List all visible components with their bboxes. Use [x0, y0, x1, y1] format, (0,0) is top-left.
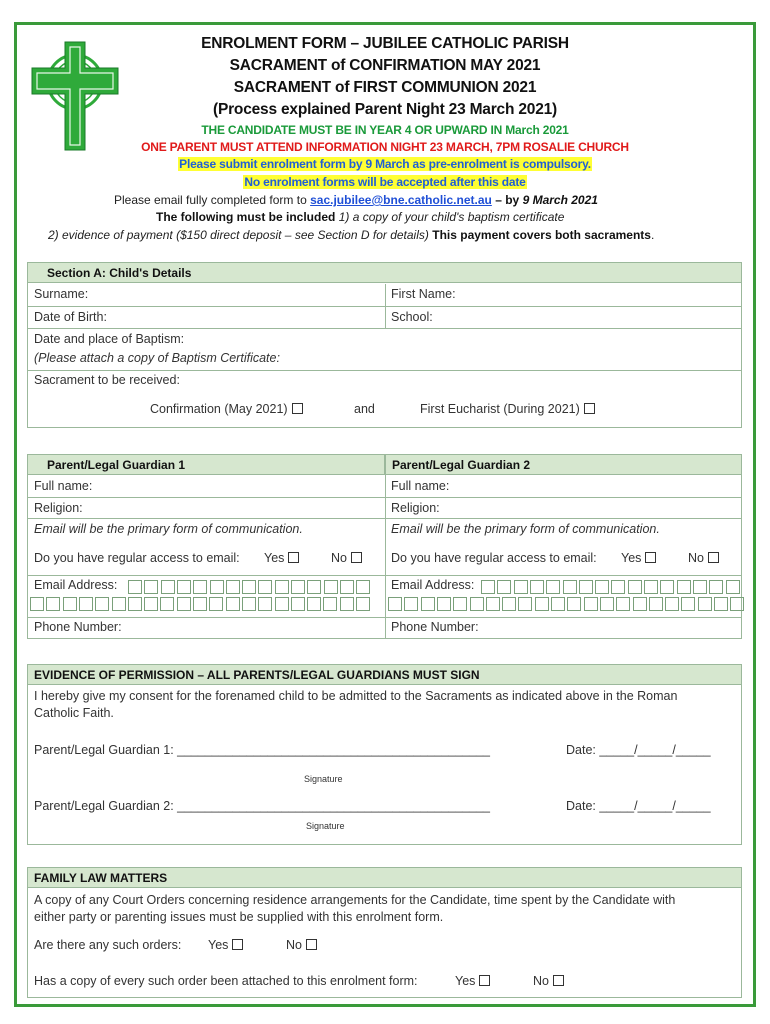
email-char-cell[interactable]	[730, 597, 744, 611]
g2-religion-label[interactable]: Religion:	[391, 501, 440, 515]
baptism-label[interactable]: Date and place of Baptism:	[34, 332, 185, 346]
g1-no-checkbox[interactable]	[351, 552, 362, 563]
year-requirement: THE CANDIDATE MUST BE IN YEAR 4 OR UPWARD IN March 2021	[201, 123, 569, 137]
email-char-cell[interactable]	[497, 580, 511, 594]
sacrament-label: Sacrament to be received:	[34, 373, 180, 387]
email-char-cell[interactable]	[546, 580, 560, 594]
g1-signature-line[interactable]: Parent/Legal Guardian 1: _____________________________________________	[34, 743, 490, 757]
email-char-cell[interactable]	[649, 597, 663, 611]
g1-yes-option[interactable]: Yes	[264, 551, 299, 565]
payment-instruction: 2) evidence of payment ($150 direct deposit – see Section D for details) This payment covers both sacraments.	[48, 228, 655, 242]
email-char-cell[interactable]	[340, 580, 354, 594]
email-char-cell[interactable]	[693, 580, 707, 594]
celtic-cross-icon	[28, 38, 122, 154]
attached-no-checkbox[interactable]	[553, 975, 564, 986]
email-char-cell[interactable]	[63, 597, 77, 611]
email-char-cell[interactable]	[177, 597, 191, 611]
email-char-cell[interactable]	[665, 597, 679, 611]
email-char-cell[interactable]	[709, 580, 723, 594]
email-char-cell[interactable]	[714, 597, 728, 611]
g2-yes-option[interactable]: Yes	[621, 551, 656, 565]
g1-date-field[interactable]: Date: _____/_____/_____	[566, 743, 711, 757]
include-instruction: The following must be included 1) a copy of your child's baptism certificate	[156, 210, 565, 224]
email-char-cell[interactable]	[514, 580, 528, 594]
email-char-cell[interactable]	[584, 597, 598, 611]
email-char-cell[interactable]	[470, 597, 484, 611]
email-char-cell[interactable]	[600, 597, 614, 611]
g1-signature-caption: Signature	[304, 774, 343, 784]
email-char-cell[interactable]	[161, 580, 175, 594]
email-char-cell[interactable]	[160, 597, 174, 611]
attached-yes-option[interactable]: Yes	[455, 974, 490, 988]
email-char-cell[interactable]	[486, 597, 500, 611]
email-char-cell[interactable]	[242, 580, 256, 594]
family-law-text-line1: A copy of any Court Orders concerning residence arrangements for the Candidate, time spent by the Candidate with	[34, 893, 676, 907]
g2-phone-label[interactable]: Phone Number:	[391, 620, 479, 634]
email-char-cell[interactable]	[323, 597, 337, 611]
email-char-cell[interactable]	[210, 580, 224, 594]
g2-no-option[interactable]: No	[688, 551, 719, 565]
email-char-cell[interactable]	[112, 597, 126, 611]
email-char-cell[interactable]	[307, 597, 321, 611]
email-instruction: Please email fully completed form to sac.jubilee@bne.catholic.net.au – by 9 March 2021	[114, 193, 598, 207]
email-char-cell[interactable]	[258, 597, 272, 611]
g1-email-access-question: Do you have regular access to email:	[34, 551, 240, 565]
email-char-cell[interactable]	[611, 580, 625, 594]
email-char-cell[interactable]	[518, 597, 532, 611]
email-char-cell[interactable]	[95, 597, 109, 611]
email-char-cell[interactable]	[275, 597, 289, 611]
email-char-cell[interactable]	[128, 580, 142, 594]
g2-email-note: Email will be the primary form of communication.	[391, 522, 660, 536]
g1-no-option[interactable]: No	[331, 551, 362, 565]
email-char-cell[interactable]	[79, 597, 93, 611]
attached-yes-checkbox[interactable]	[479, 975, 490, 986]
email-char-cell[interactable]	[595, 580, 609, 594]
email-char-cell[interactable]	[144, 597, 158, 611]
email-char-cell[interactable]	[437, 597, 451, 611]
and-text: and	[354, 402, 375, 416]
family-law-title: FAMILY LAW MATTERS	[27, 867, 742, 888]
email-char-cell[interactable]	[275, 580, 289, 594]
baptism-note: (Please attach a copy of Baptism Certificate:	[34, 351, 280, 365]
g2-signature-line[interactable]: Parent/Legal Guardian 2: _____________________________________________	[34, 799, 490, 813]
orders-yes-option[interactable]: Yes	[208, 938, 243, 952]
permission-title: EVIDENCE OF PERMISSION – ALL PARENTS/LEGAL GUARDIANS MUST SIGN	[27, 664, 742, 685]
email-char-cell[interactable]	[530, 580, 544, 594]
first-name-label[interactable]: First Name:	[391, 287, 456, 301]
email-char-cell[interactable]	[209, 597, 223, 611]
form-title: ENROLMENT FORM – JUBILEE CATHOLIC PARISH	[201, 35, 569, 52]
orders-no-option[interactable]: No	[286, 938, 317, 952]
consent-text-line2: Catholic Faith.	[34, 706, 114, 720]
email-char-cell[interactable]	[563, 580, 577, 594]
submit-deadline: Please submit enrolment form by 9 March as pre-enrolment is compulsory.	[179, 157, 591, 171]
guardian-2-title: Parent/Legal Guardian 2	[385, 454, 742, 475]
school-label[interactable]: School:	[391, 310, 433, 324]
email-char-cell[interactable]	[226, 597, 240, 611]
parent-night-notice: ONE PARENT MUST ATTEND INFORMATION NIGHT 23 MARCH, 7PM ROSALIE CHURCH	[141, 140, 629, 154]
g2-email-access-question: Do you have regular access to email:	[391, 551, 597, 565]
g1-religion-label[interactable]: Religion:	[34, 501, 83, 515]
g1-email-note: Email will be the primary form of communication.	[34, 522, 303, 536]
email-char-cell[interactable]	[291, 597, 305, 611]
email-char-cell[interactable]	[677, 580, 691, 594]
process-note: (Process explained Parent Night 23 March 2021)	[213, 101, 557, 118]
email-char-cell[interactable]	[388, 597, 402, 611]
email-char-cell[interactable]	[502, 597, 516, 611]
email-char-cell[interactable]	[291, 580, 305, 594]
email-char-cell[interactable]	[128, 597, 142, 611]
email-char-cell[interactable]	[453, 597, 467, 611]
consent-text-line1: I hereby give my consent for the forenamed child to be admitted to the Sacraments as indicated above in the Roman	[34, 689, 678, 703]
g2-date-field[interactable]: Date: _____/_____/_____	[566, 799, 711, 813]
confirmation-title: SACRAMENT of CONFIRMATION MAY 2021	[229, 57, 541, 74]
email-char-cell[interactable]	[698, 597, 712, 611]
email-char-cell[interactable]	[535, 597, 549, 611]
email-char-cell[interactable]	[307, 580, 321, 594]
attached-question: Has a copy of every such order been attached to this enrolment form:	[34, 974, 418, 988]
email-char-cell[interactable]	[177, 580, 191, 594]
section-a-title: Section A: Child's Details	[27, 262, 742, 283]
email-char-cell[interactable]	[324, 580, 338, 594]
email-char-cell[interactable]	[660, 580, 674, 594]
email-char-cell[interactable]	[404, 597, 418, 611]
email-char-cell[interactable]	[551, 597, 565, 611]
attached-no-option[interactable]: No	[533, 974, 564, 988]
email-char-cell[interactable]	[242, 597, 256, 611]
email-char-cell[interactable]	[726, 580, 740, 594]
email-char-cell[interactable]	[628, 580, 642, 594]
email-char-cell[interactable]	[644, 580, 658, 594]
email-char-cell[interactable]	[30, 597, 44, 611]
orders-question: Are there any such orders:	[34, 938, 182, 952]
confirmation-option[interactable]: Confirmation (May 2021)	[150, 402, 303, 416]
email-char-cell[interactable]	[567, 597, 581, 611]
email-char-cell[interactable]	[340, 597, 354, 611]
email-char-cell[interactable]	[633, 597, 647, 611]
email-char-cell[interactable]	[46, 597, 60, 611]
g1-yes-checkbox[interactable]	[288, 552, 299, 563]
email-char-cell[interactable]	[193, 597, 207, 611]
eucharist-checkbox[interactable]	[584, 403, 595, 414]
eucharist-option[interactable]: First Eucharist (During 2021)	[420, 402, 595, 416]
guardian-1-title: Parent/Legal Guardian 1	[27, 454, 385, 475]
orders-yes-checkbox[interactable]	[232, 939, 243, 950]
g2-yes-checkbox[interactable]	[645, 552, 656, 563]
email-char-cell[interactable]	[356, 597, 370, 611]
email-char-cell[interactable]	[226, 580, 240, 594]
email-char-cell[interactable]	[193, 580, 207, 594]
surname-label[interactable]: Surname:	[34, 287, 89, 301]
dob-label[interactable]: Date of Birth:	[34, 310, 107, 324]
email-char-cell[interactable]	[356, 580, 370, 594]
g1-full-name-label[interactable]: Full name:	[34, 479, 93, 493]
email-char-cell[interactable]	[258, 580, 272, 594]
orders-no-checkbox[interactable]	[306, 939, 317, 950]
g2-signature-caption: Signature	[306, 821, 345, 831]
email-char-cell[interactable]	[481, 580, 495, 594]
g1-phone-label[interactable]: Phone Number:	[34, 620, 122, 634]
communion-title: SACRAMENT of FIRST COMMUNION 2021	[233, 79, 537, 96]
g1-email-address-label: Email Address:	[34, 578, 118, 592]
email-char-cell[interactable]	[616, 597, 630, 611]
email-char-cell[interactable]	[421, 597, 435, 611]
email-char-cell[interactable]	[144, 580, 158, 594]
g2-no-checkbox[interactable]	[708, 552, 719, 563]
family-law-text-line2: either party or parenting issues must be supplied with this enrolment form.	[34, 910, 444, 924]
confirmation-checkbox[interactable]	[292, 403, 303, 414]
email-char-cell[interactable]	[579, 580, 593, 594]
submission-email-link[interactable]: sac.jubilee@bne.catholic.net.au	[310, 193, 492, 207]
late-notice: No enrolment forms will be accepted after this date	[244, 175, 526, 189]
g2-email-address-label: Email Address:	[391, 578, 475, 592]
email-char-cell[interactable]	[681, 597, 695, 611]
g2-full-name-label[interactable]: Full name:	[391, 479, 450, 493]
